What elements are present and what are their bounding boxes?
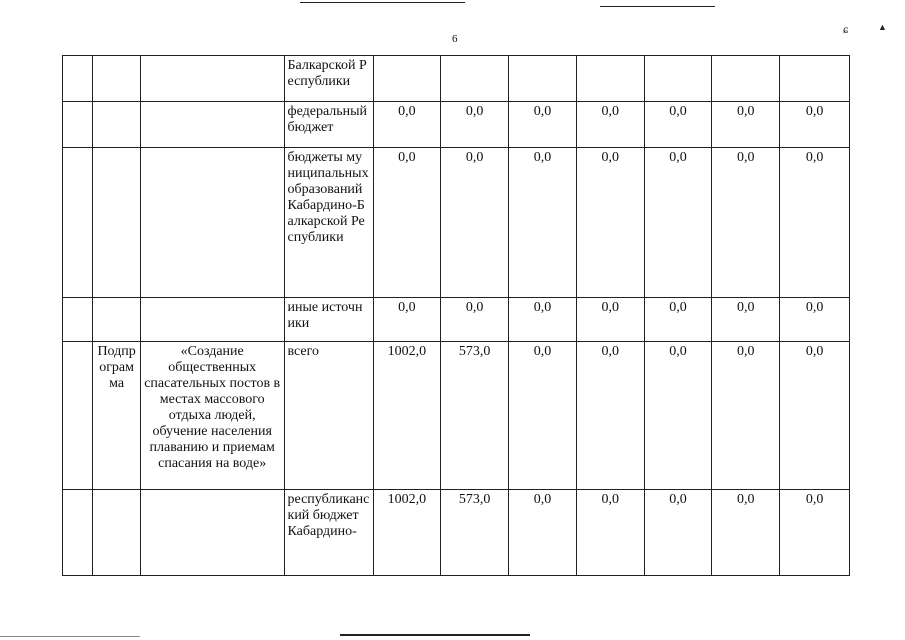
budget-table xyxy=(62,55,850,576)
cell-value: 0,0 xyxy=(373,102,441,148)
cell-program xyxy=(140,148,284,298)
cell-value: 0,0 xyxy=(576,102,644,148)
cell-value: 0,0 xyxy=(576,148,644,298)
cell-value: 0,0 xyxy=(509,342,577,490)
cell-program xyxy=(140,102,284,148)
cell-value: 0,0 xyxy=(576,298,644,342)
cell-value xyxy=(509,56,577,102)
cell-value: 0,0 xyxy=(712,342,780,490)
page-number: 6 xyxy=(452,33,458,45)
cell-kind xyxy=(93,298,141,342)
cell-index xyxy=(63,148,93,298)
cell-value: 0,0 xyxy=(644,102,712,148)
cell-value xyxy=(780,56,850,102)
cell-value: 0,0 xyxy=(644,148,712,298)
cell-value xyxy=(441,56,509,102)
cell-value: 0,0 xyxy=(712,490,780,576)
cell-value: 0,0 xyxy=(644,298,712,342)
cell-value: 0,0 xyxy=(509,148,577,298)
cell-value: 573,0 xyxy=(441,490,509,576)
cell-value: 0,0 xyxy=(780,148,850,298)
cell-value: 0,0 xyxy=(373,298,441,342)
cell-value xyxy=(644,56,712,102)
cell-value: 0,0 xyxy=(509,298,577,342)
cell-value: 0,0 xyxy=(780,298,850,342)
scan-line-top-right xyxy=(600,6,715,7)
cell-source: федеральный бюджет xyxy=(284,102,373,148)
cell-value: 0,0 xyxy=(576,342,644,490)
cell-kind xyxy=(93,102,141,148)
cell-value: 0,0 xyxy=(644,490,712,576)
table-row xyxy=(63,56,850,102)
cell-value xyxy=(712,56,780,102)
scan-line-bottom xyxy=(340,634,530,636)
cell-program xyxy=(140,56,284,102)
cell-value: 0,0 xyxy=(712,148,780,298)
cell-value: 0,0 xyxy=(644,342,712,490)
cell-source: республиканский бюджет Кабардино- xyxy=(284,490,373,576)
cell-kind xyxy=(93,56,141,102)
scan-mark-icon: ɕ xyxy=(843,22,849,36)
cell-source: всего xyxy=(284,342,373,490)
table-row xyxy=(63,148,850,298)
scan-line-bottom-left xyxy=(0,636,140,637)
cell-program xyxy=(140,490,284,576)
cell-index xyxy=(63,342,93,490)
cell-program xyxy=(140,298,284,342)
scan-mark-triangle-icon: ▲ xyxy=(878,22,887,32)
cell-value xyxy=(576,56,644,102)
cell-value xyxy=(373,56,441,102)
cell-value: 0,0 xyxy=(780,490,850,576)
table-row xyxy=(63,490,850,576)
cell-kind xyxy=(93,490,141,576)
cell-kind xyxy=(93,148,141,298)
cell-value: 0,0 xyxy=(373,148,441,298)
cell-source: иные источники xyxy=(284,298,373,342)
cell-source: Балкарской Республики xyxy=(284,56,373,102)
table-row xyxy=(63,298,850,342)
cell-index xyxy=(63,490,93,576)
cell-index xyxy=(63,56,93,102)
cell-program: «Создание общественных спасательных постов в местах массового отдыха людей, обучение населения плаванию и приемам спасания на воде» xyxy=(140,342,284,490)
cell-index xyxy=(63,102,93,148)
cell-value: 0,0 xyxy=(780,102,850,148)
cell-value: 1002,0 xyxy=(373,342,441,490)
cell-value: 0,0 xyxy=(441,298,509,342)
cell-source: бюджеты муниципальных образований Кабардино-Балкарской Республики xyxy=(284,148,373,298)
cell-value: 0,0 xyxy=(509,102,577,148)
scan-line-top xyxy=(300,2,465,3)
cell-value: 0,0 xyxy=(441,148,509,298)
cell-value: 0,0 xyxy=(576,490,644,576)
cell-value: 573,0 xyxy=(441,342,509,490)
table-row xyxy=(63,342,850,490)
cell-value: 0,0 xyxy=(712,102,780,148)
cell-index xyxy=(63,298,93,342)
cell-kind: Подпрограмма xyxy=(93,342,141,490)
table-row xyxy=(63,102,850,148)
cell-value: 1002,0 xyxy=(373,490,441,576)
cell-value: 0,0 xyxy=(712,298,780,342)
cell-value: 0,0 xyxy=(780,342,850,490)
cell-value: 0,0 xyxy=(509,490,577,576)
cell-value: 0,0 xyxy=(441,102,509,148)
